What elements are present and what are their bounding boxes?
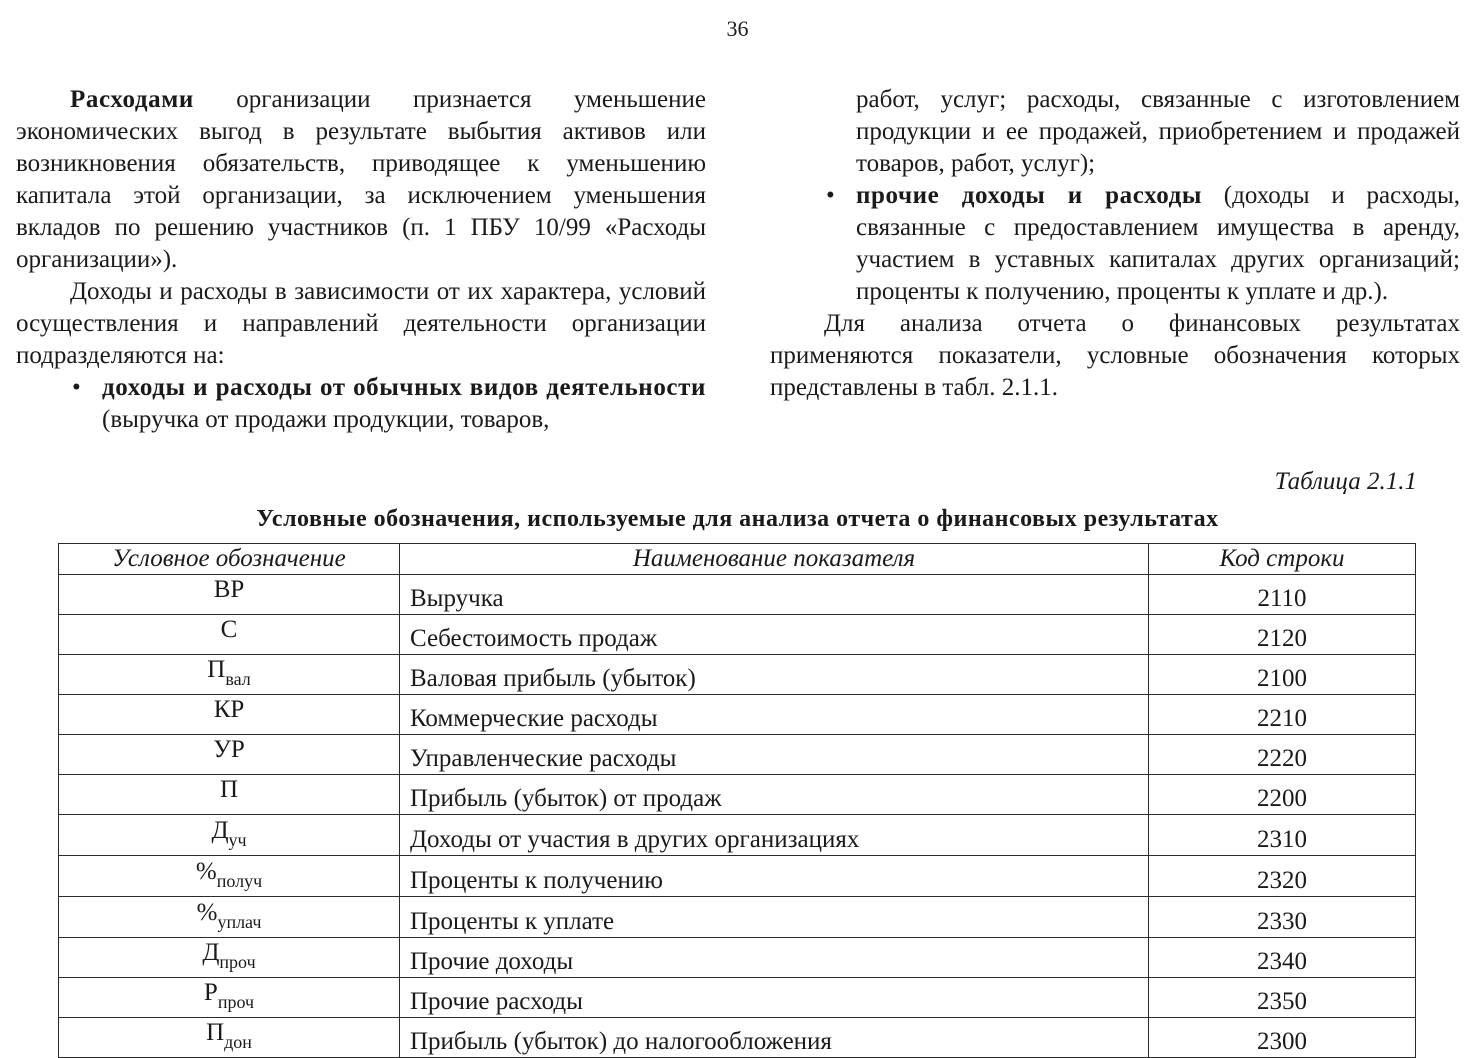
indicator-name: Себестоимость продаж — [400, 615, 1149, 655]
symbol-cell — [59, 897, 400, 938]
symbol-cell — [59, 775, 400, 815]
paragraph-expenses-definition — [16, 84, 706, 276]
symbol: Д — [211, 817, 229, 844]
table-row — [59, 775, 1416, 815]
indicator-name: Прочие доходы — [400, 938, 1149, 978]
symbol: % — [195, 858, 217, 885]
table-row — [59, 735, 1416, 775]
header-symbol: Условное обозначение — [59, 544, 400, 575]
bullet-icon: • — [72, 374, 81, 401]
indicator-name: Управленческие расходы — [400, 735, 1149, 775]
symbol-cell — [59, 856, 400, 897]
symbol-cell — [59, 1018, 400, 1058]
symbol: ВР — [213, 576, 245, 603]
line-code: 2300 — [1149, 1018, 1416, 1058]
bullet-icon: • — [826, 182, 835, 209]
indicator-name: Проценты к получению — [400, 856, 1149, 897]
bullet-other-income — [770, 180, 1460, 308]
indicator-name: Прочие расходы — [400, 978, 1149, 1018]
term-expenses: Расходами — [70, 86, 194, 113]
symbol-subscript: вал — [225, 669, 251, 689]
symbol: П — [206, 1019, 225, 1046]
line-code: 2340 — [1149, 938, 1416, 978]
bullet-text: работ, услуг; расходы, связанные с изготовлением продукции и ее продажей, приобретением и продажей товаров, работ, услуг); — [856, 86, 1460, 177]
table-row — [59, 655, 1416, 695]
line-code: 2220 — [1149, 735, 1416, 775]
table-row — [59, 695, 1416, 735]
left-column — [16, 84, 706, 436]
symbol-subscript: проч — [217, 992, 255, 1012]
line-code: 2110 — [1149, 575, 1416, 615]
symbol: П — [219, 776, 239, 803]
table-row — [59, 1018, 1416, 1058]
paragraph-text: Для анализа отчета о финансовых результатах применяются показатели, условные обозначения которых представлены в табл. 2.1.1. — [770, 310, 1460, 401]
header-line-code: Код строки — [1149, 544, 1416, 575]
symbol-cell — [59, 615, 400, 655]
symbol-cell — [59, 978, 400, 1018]
table-row — [59, 815, 1416, 856]
symbol-subscript: уч — [228, 830, 247, 850]
symbol-subscript: получ — [216, 871, 263, 891]
symbol: Р — [203, 979, 218, 1006]
indicator-name: Доходы от участия в других организациях — [400, 815, 1149, 856]
paragraph-text: Доходы и расходы в зависимости от их характера, условий осуществления и направлений деятельности организации подразделяются на: — [16, 278, 706, 369]
indicator-name: Проценты к уплате — [400, 897, 1149, 938]
page-number: 36 — [726, 16, 749, 41]
paragraph-analysis — [770, 308, 1460, 404]
indicator-name: Прибыль (убыток) от продаж — [400, 775, 1149, 815]
line-code: 2100 — [1149, 655, 1416, 695]
symbol: Д — [202, 939, 220, 966]
symbol-cell — [59, 815, 400, 856]
symbol: % — [196, 899, 218, 926]
bullet-text: (доходы и расходы, связанные с предоставлением имущества в аренду, участием в уставных капиталах других организаций; проценты к получению, проценты к уплате и др.). — [856, 182, 1460, 305]
symbols-table — [58, 543, 1416, 1058]
table-title: Условные обозначения, используемые для анализа отчета о финансовых результатах — [256, 506, 1219, 532]
header-indicator-name: Наименование показателя — [400, 544, 1149, 575]
line-code: 2210 — [1149, 695, 1416, 735]
table-header-row — [59, 544, 1416, 575]
symbol-subscript: дон — [224, 1032, 252, 1052]
symbol-cell — [59, 655, 400, 695]
indicator-name: Коммерческие расходы — [400, 695, 1149, 735]
symbol-cell — [59, 695, 400, 735]
indicator-name: Прибыль (убыток) до налогообложения — [400, 1018, 1149, 1058]
table-row — [59, 615, 1416, 655]
symbol-cell — [59, 735, 400, 775]
symbol-cell — [59, 575, 400, 615]
paragraph-text: организации признается уменьшение экономических выгод в результате выбытия активов или возникновения обязательств, приводящее к уменьшению капитала этой организации, за исключением уменьшения вкладов по решению участников (п. 1 ПБУ 10/99 «Расходы организации»). — [16, 86, 706, 273]
line-code: 2320 — [1149, 856, 1416, 897]
symbol: УР — [213, 736, 245, 763]
symbol: КР — [213, 696, 245, 723]
symbol: С — [220, 616, 238, 643]
indicator-name: Валовая прибыль (убыток) — [400, 655, 1149, 695]
line-code: 2200 — [1149, 775, 1416, 815]
paragraph-classification — [16, 276, 706, 372]
symbol-cell — [59, 938, 400, 978]
line-code: 2350 — [1149, 978, 1416, 1018]
term-other-income: прочие доходы и расходы — [856, 182, 1203, 209]
table-row — [59, 856, 1416, 897]
symbol-subscript: уплач — [217, 912, 262, 932]
indicator-name: Выручка — [400, 575, 1149, 615]
line-code: 2310 — [1149, 815, 1416, 856]
right-column — [770, 84, 1460, 404]
table-row — [59, 575, 1416, 615]
symbol: П — [207, 656, 226, 683]
bullet-ordinary-activities-continued — [856, 84, 1460, 180]
bullet-ordinary-activities — [16, 372, 706, 436]
bullet-text: (выручка от продажи продукции, товаров, — [102, 406, 550, 433]
symbol-subscript: проч — [219, 952, 256, 972]
line-code: 2120 — [1149, 615, 1416, 655]
table-caption: Таблица 2.1.1 — [1274, 468, 1417, 495]
line-code: 2330 — [1149, 897, 1416, 938]
table-row — [59, 938, 1416, 978]
table-row — [59, 978, 1416, 1018]
table-row — [59, 897, 1416, 938]
term-ordinary-activities: доходы и расходы от обычных видов деятельности — [102, 374, 706, 401]
